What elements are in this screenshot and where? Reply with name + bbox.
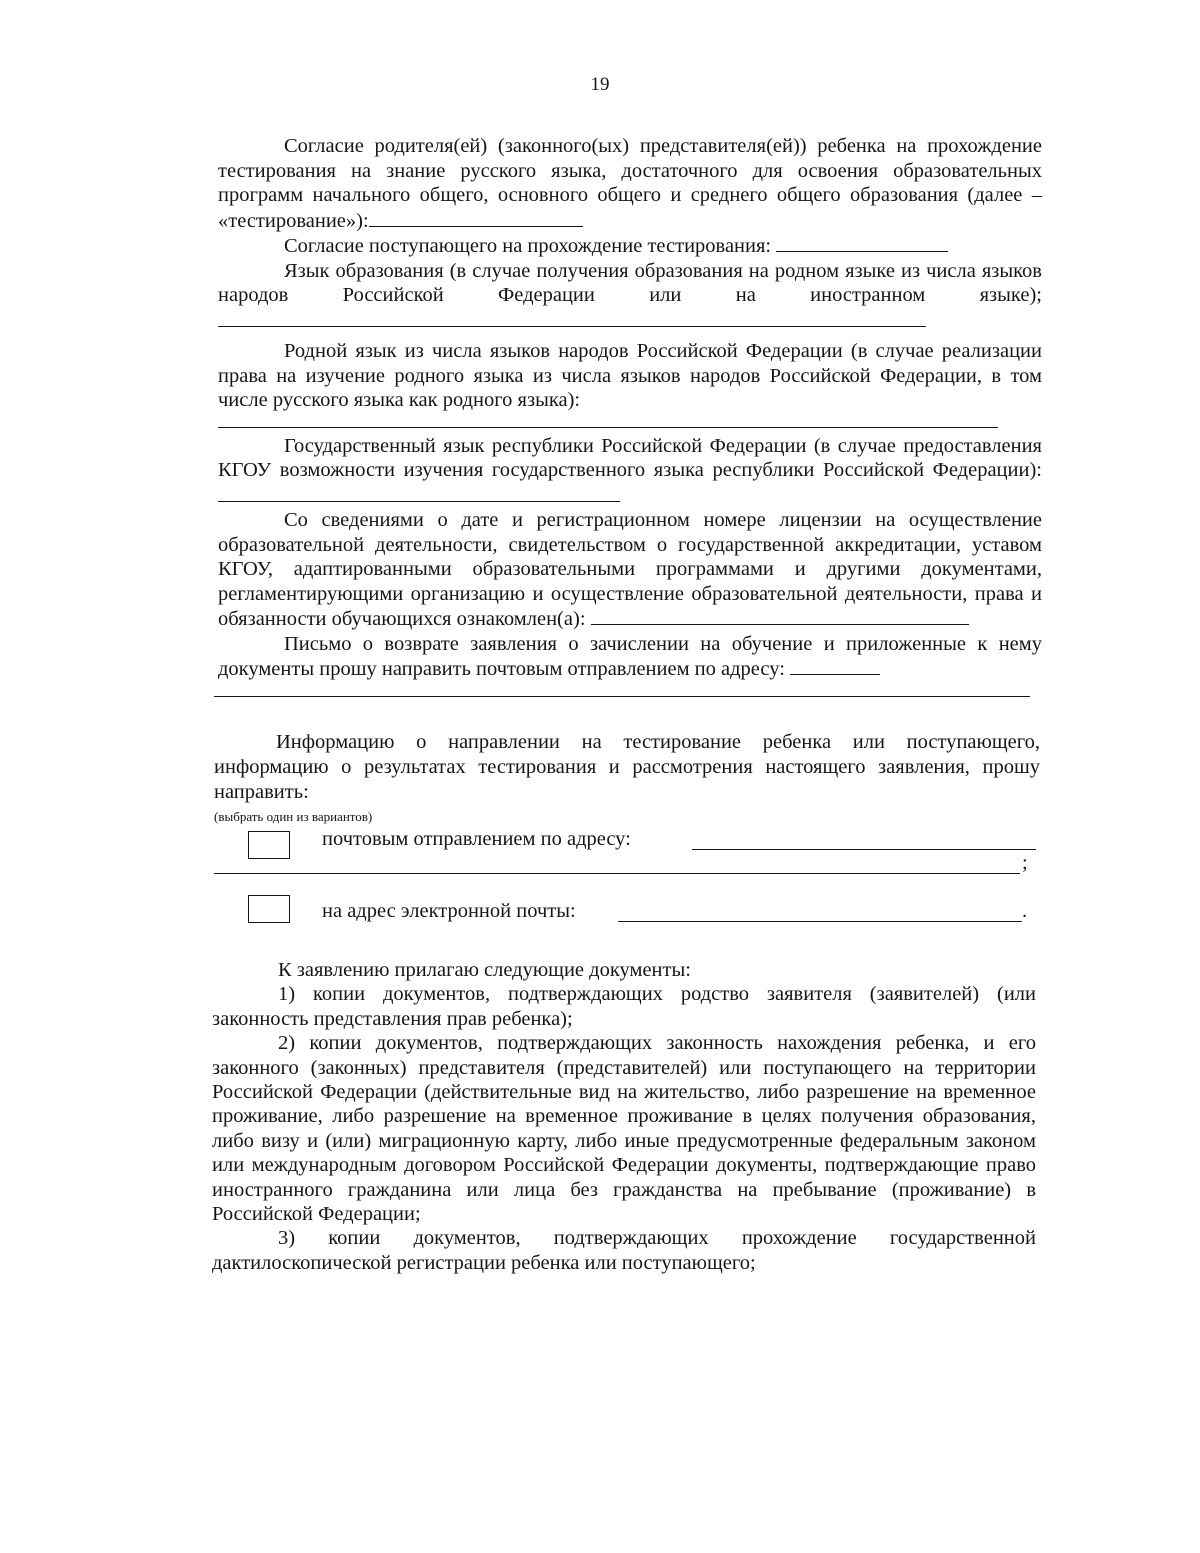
edu-language-text: Язык образования (в случае получения образования на родном языке из числа языков народов Российской Федерации или на иностранном языке);: [218, 259, 1042, 306]
attachment-item-1: 1) копии документов, подтверждающих родство заявителя (заявителей) (или законность представления прав ребенка);: [212, 983, 1036, 1030]
return-letter-text: Письмо о возврате заявления о зачислении на обучение и приложенные к нему документы прошу направить почтовым отправлением по адресу:: [218, 632, 1042, 680]
option-email: [214, 895, 1040, 935]
attachments-section: [212, 958, 1036, 1275]
native-language-paragraph: [218, 339, 1042, 413]
return-address-field-line2[interactable]: [214, 682, 1030, 697]
consent-applicant-field[interactable]: [776, 233, 948, 252]
info-direction-text: Информацию о направлении на тестирование ребенка или поступающего, информацию о результатах тестирования и рассмотрения настоящего заявления, прошу направить:: [214, 731, 1040, 803]
return-address-field[interactable]: [790, 656, 880, 675]
postal-address-field[interactable]: [692, 825, 1036, 850]
option-postal: [214, 825, 1040, 877]
email-period: .: [1022, 900, 1028, 922]
consent-applicant-text: Согласие поступающего на прохождение тестирования:: [284, 235, 772, 257]
page-number: 19: [590, 74, 610, 95]
attachments-intro: К заявлению прилагаю следующие документы:: [278, 959, 691, 981]
consent-parent-field[interactable]: [369, 208, 583, 227]
attachment-item-3: 3) копии документов, подтверждающих прохождение государственной дактилоскопической регистрации ребенка или поступающего;: [212, 1227, 1036, 1274]
return-letter-paragraph: [218, 632, 1042, 682]
info-direction-paragraph: [214, 730, 1040, 805]
state-language-text: Государственный язык республики Российской Федерации (в случае предоставления КГОУ возможности изучения государственного языка республики Российской Федерации):: [218, 434, 1042, 481]
edu-language-paragraph: [218, 259, 1042, 334]
edu-language-field[interactable]: [218, 308, 926, 327]
email-checkbox[interactable]: [248, 895, 290, 923]
email-option-label: на адрес электронной почты:: [322, 900, 576, 922]
postal-address-field-line2[interactable]: [214, 849, 1020, 874]
consent-applicant-paragraph: [218, 233, 1042, 259]
state-language-field[interactable]: [218, 483, 620, 502]
postal-semicolon: ;: [1022, 852, 1028, 874]
consent-parent-paragraph: [218, 134, 1042, 233]
form-notification-section: [214, 730, 1040, 935]
attachment-item-2: 2) копии документов, подтверждающих законность нахождения ребенка, и его законного (законных) представителя (представителей) или поступающего на территории Российской Федерации (действительные вид на жительство, либо разрешение на временное проживание, либо разрешение на временное проживание в целях получения образования, либо визу и (или) миграционную карту, либо иные предусмотренные федеральным законом или международным договором Российской Федерации документы, подтверждающие право иностранного гражданина или лица без гражданства на пребывание (проживание) в Российской Федерации;: [212, 1032, 1036, 1226]
consent-parent-text: Согласие родителя(ей) (законного(ых) представителя(ей)) ребенка на прохождение тестирования на знание русского языка, достаточного для освоения образовательных программ начального общего, основного общего и среднего общего образования (далее – «тестирование»):: [218, 135, 1042, 232]
postal-option-label: почтовым отправлением по адресу:: [322, 828, 631, 850]
familiarized-text: Со сведениями о дате и регистрационном номере лицензии на осуществление образовательной деятельности, свидетельством о государственной аккредитации, уставом КГОУ, адаптированными образовательными программами и другими документами, регламентирующими организацию и осуществление образовательной деятельности, права и обязанности обучающихся ознакомлен(а):: [218, 509, 1042, 630]
email-address-field[interactable]: [618, 895, 1022, 922]
form-upper-section: [218, 134, 1042, 697]
native-language-field[interactable]: [218, 413, 998, 428]
familiarized-paragraph: [218, 508, 1042, 632]
native-language-text: Родной язык из числа языков народов Российской Федерации (в случае реализации права на изучение родного языка из числа языков народов Российской Федерации, в том числе русского языка как родного языка):: [218, 340, 1042, 411]
state-language-paragraph: [218, 434, 1042, 509]
familiarized-signature-field[interactable]: [591, 606, 969, 625]
choose-option-note: (выбрать один из вариантов): [214, 809, 373, 824]
